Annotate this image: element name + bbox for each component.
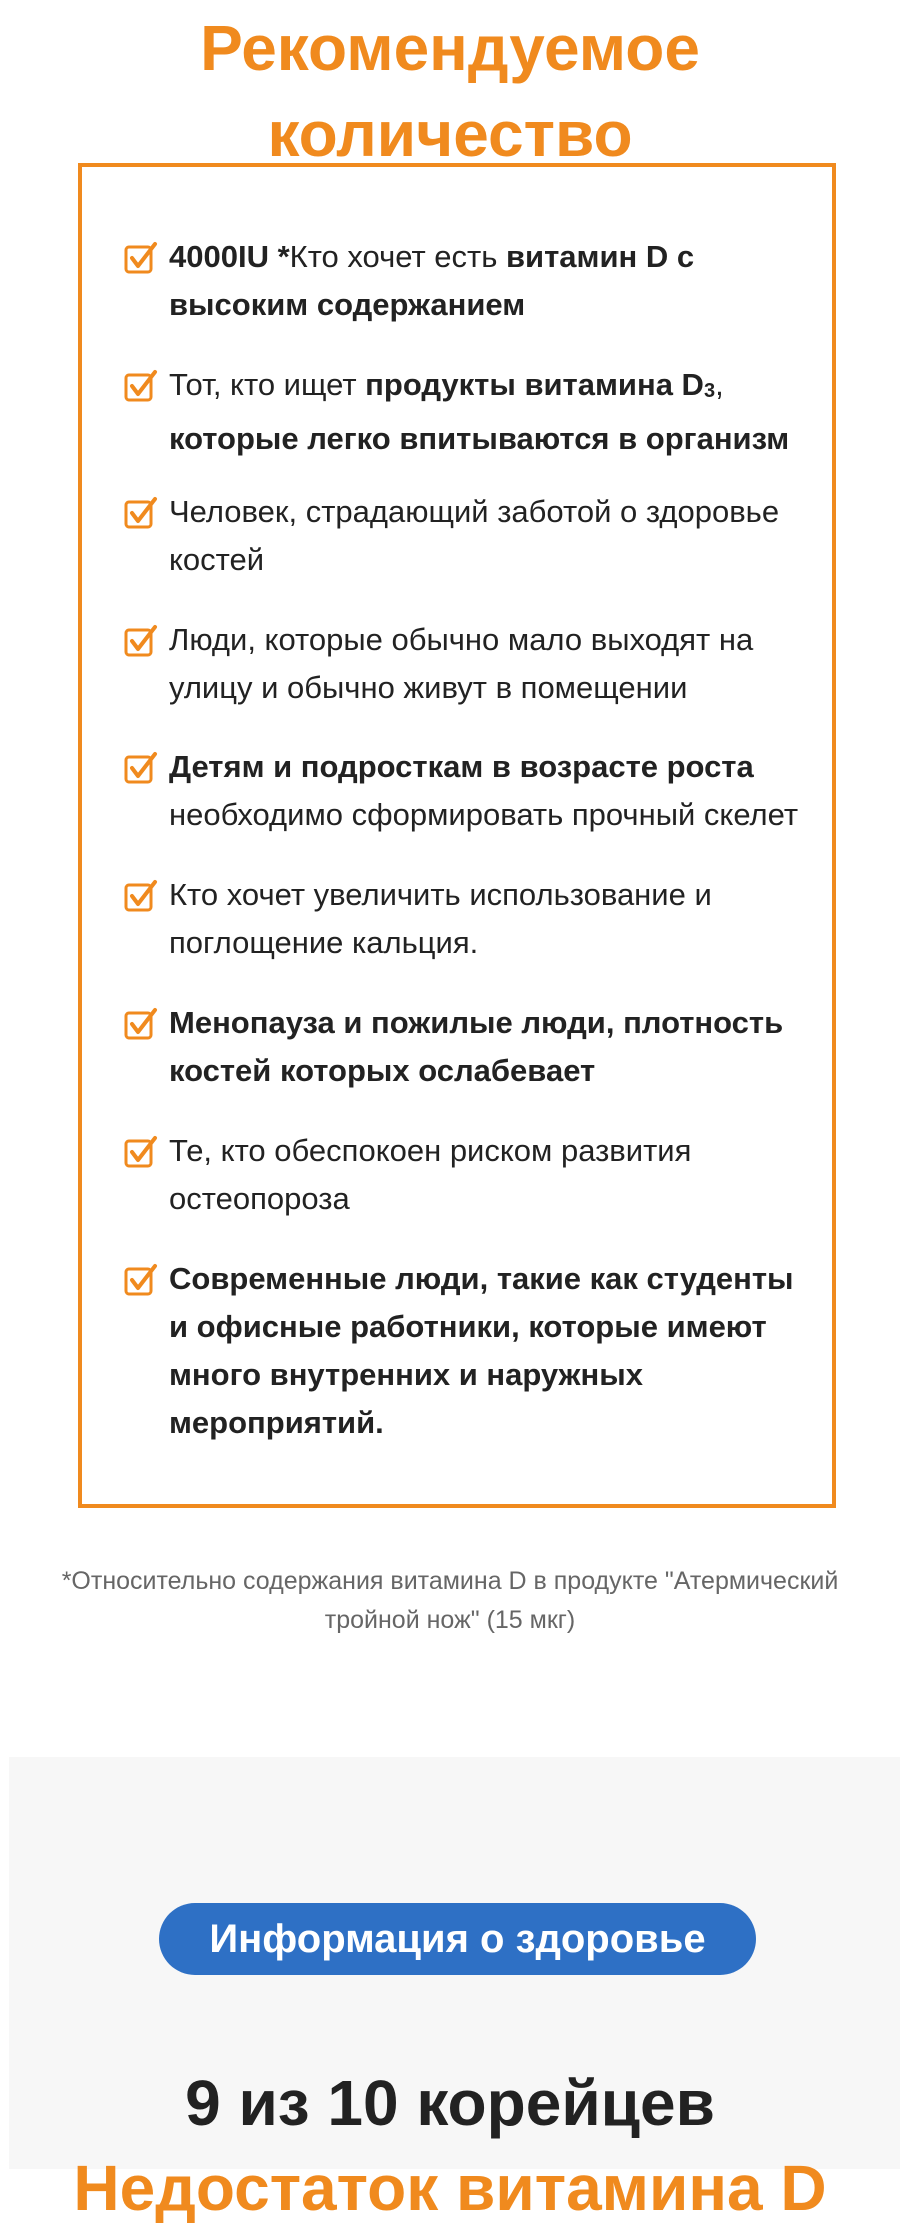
checklist-bold-text: витамин D с высоким содержанием bbox=[169, 239, 695, 322]
checklist-item bbox=[124, 616, 804, 712]
checklist-item bbox=[124, 1255, 804, 1447]
checkbox-check-icon bbox=[124, 879, 158, 913]
headline-orange: Недостаток витамина D bbox=[73, 2152, 827, 2225]
checklist-item bbox=[124, 1127, 804, 1223]
checkbox-check-icon bbox=[124, 1263, 158, 1297]
footnote: *Относительно содержания витамина D в продукте "Атермический тройной нож" (15 мкг) bbox=[61, 1567, 839, 1634]
checklist-item-text bbox=[169, 1127, 804, 1223]
checklist-item bbox=[124, 488, 804, 584]
checklist-regular-text: Кто хочет есть bbox=[289, 239, 506, 274]
checklist-bold-text: продукты витамина D bbox=[365, 367, 704, 402]
section-title-line1: Рекомендуемое bbox=[200, 12, 700, 85]
checklist-bold-text: 3 bbox=[703, 380, 716, 402]
section-title bbox=[0, 5, 900, 177]
checkbox-check-icon bbox=[124, 1007, 158, 1041]
checklist-item-text bbox=[169, 999, 804, 1095]
checklist-regular-text: , bbox=[715, 367, 724, 402]
checklist-item-text bbox=[169, 488, 804, 584]
checklist-regular-text: необходимо сформировать прочный скелет bbox=[169, 797, 799, 832]
checkbox-check-icon bbox=[124, 496, 158, 530]
checklist-regular-text: Кто хочет увеличить использование и поглощение кальция. bbox=[169, 877, 712, 960]
checkbox-check-icon bbox=[124, 241, 158, 275]
checkbox-check-icon bbox=[124, 1135, 158, 1169]
checklist-regular-text: Люди, которые обычно мало выходят на улицу и обычно живут в помещении bbox=[169, 622, 754, 705]
headline-dark: 9 из 10 корейцев bbox=[185, 2067, 715, 2140]
checklist-item-text bbox=[169, 233, 804, 329]
checkbox-check-icon bbox=[124, 369, 158, 403]
checklist-item-text bbox=[169, 361, 804, 463]
checklist-bold-text: 4000IU * bbox=[169, 239, 290, 274]
checklist-item-text bbox=[169, 616, 804, 712]
checkbox-check-icon bbox=[124, 751, 158, 785]
checklist-item-text bbox=[169, 1255, 804, 1447]
checklist-bold-text: Детям и подросткам в возрасте роста bbox=[169, 749, 754, 784]
checklist-item bbox=[124, 233, 804, 329]
checklist-bold-text: которые легко впитываются в организм bbox=[169, 421, 790, 456]
checklist-bold-text: Менопауза и пожилые люди, плотность костей которых ослабевает bbox=[169, 1005, 784, 1088]
checklist-item-text bbox=[169, 871, 804, 967]
checklist-item bbox=[124, 743, 804, 839]
section-title-line2: количество bbox=[267, 98, 633, 171]
checkbox-check-icon bbox=[124, 624, 158, 658]
checklist-item-text bbox=[169, 743, 804, 839]
health-info-badge: Информация о здоровье bbox=[159, 1903, 756, 1975]
checklist-bold-text: Современные люди, такие как студенты и офисные работники, которые имеют много внутренних и наружных мероприятий. bbox=[169, 1261, 794, 1440]
checklist-item bbox=[124, 361, 804, 463]
checklist-item bbox=[124, 871, 804, 967]
checklist-regular-text: Тот, кто ищет bbox=[169, 367, 366, 402]
checklist-regular-text: Человек, страдающий заботой о здоровье костей bbox=[169, 494, 780, 577]
checklist-item bbox=[124, 999, 804, 1095]
checklist-regular-text: Те, кто обеспокоен риском развития остеопороза bbox=[169, 1133, 692, 1216]
